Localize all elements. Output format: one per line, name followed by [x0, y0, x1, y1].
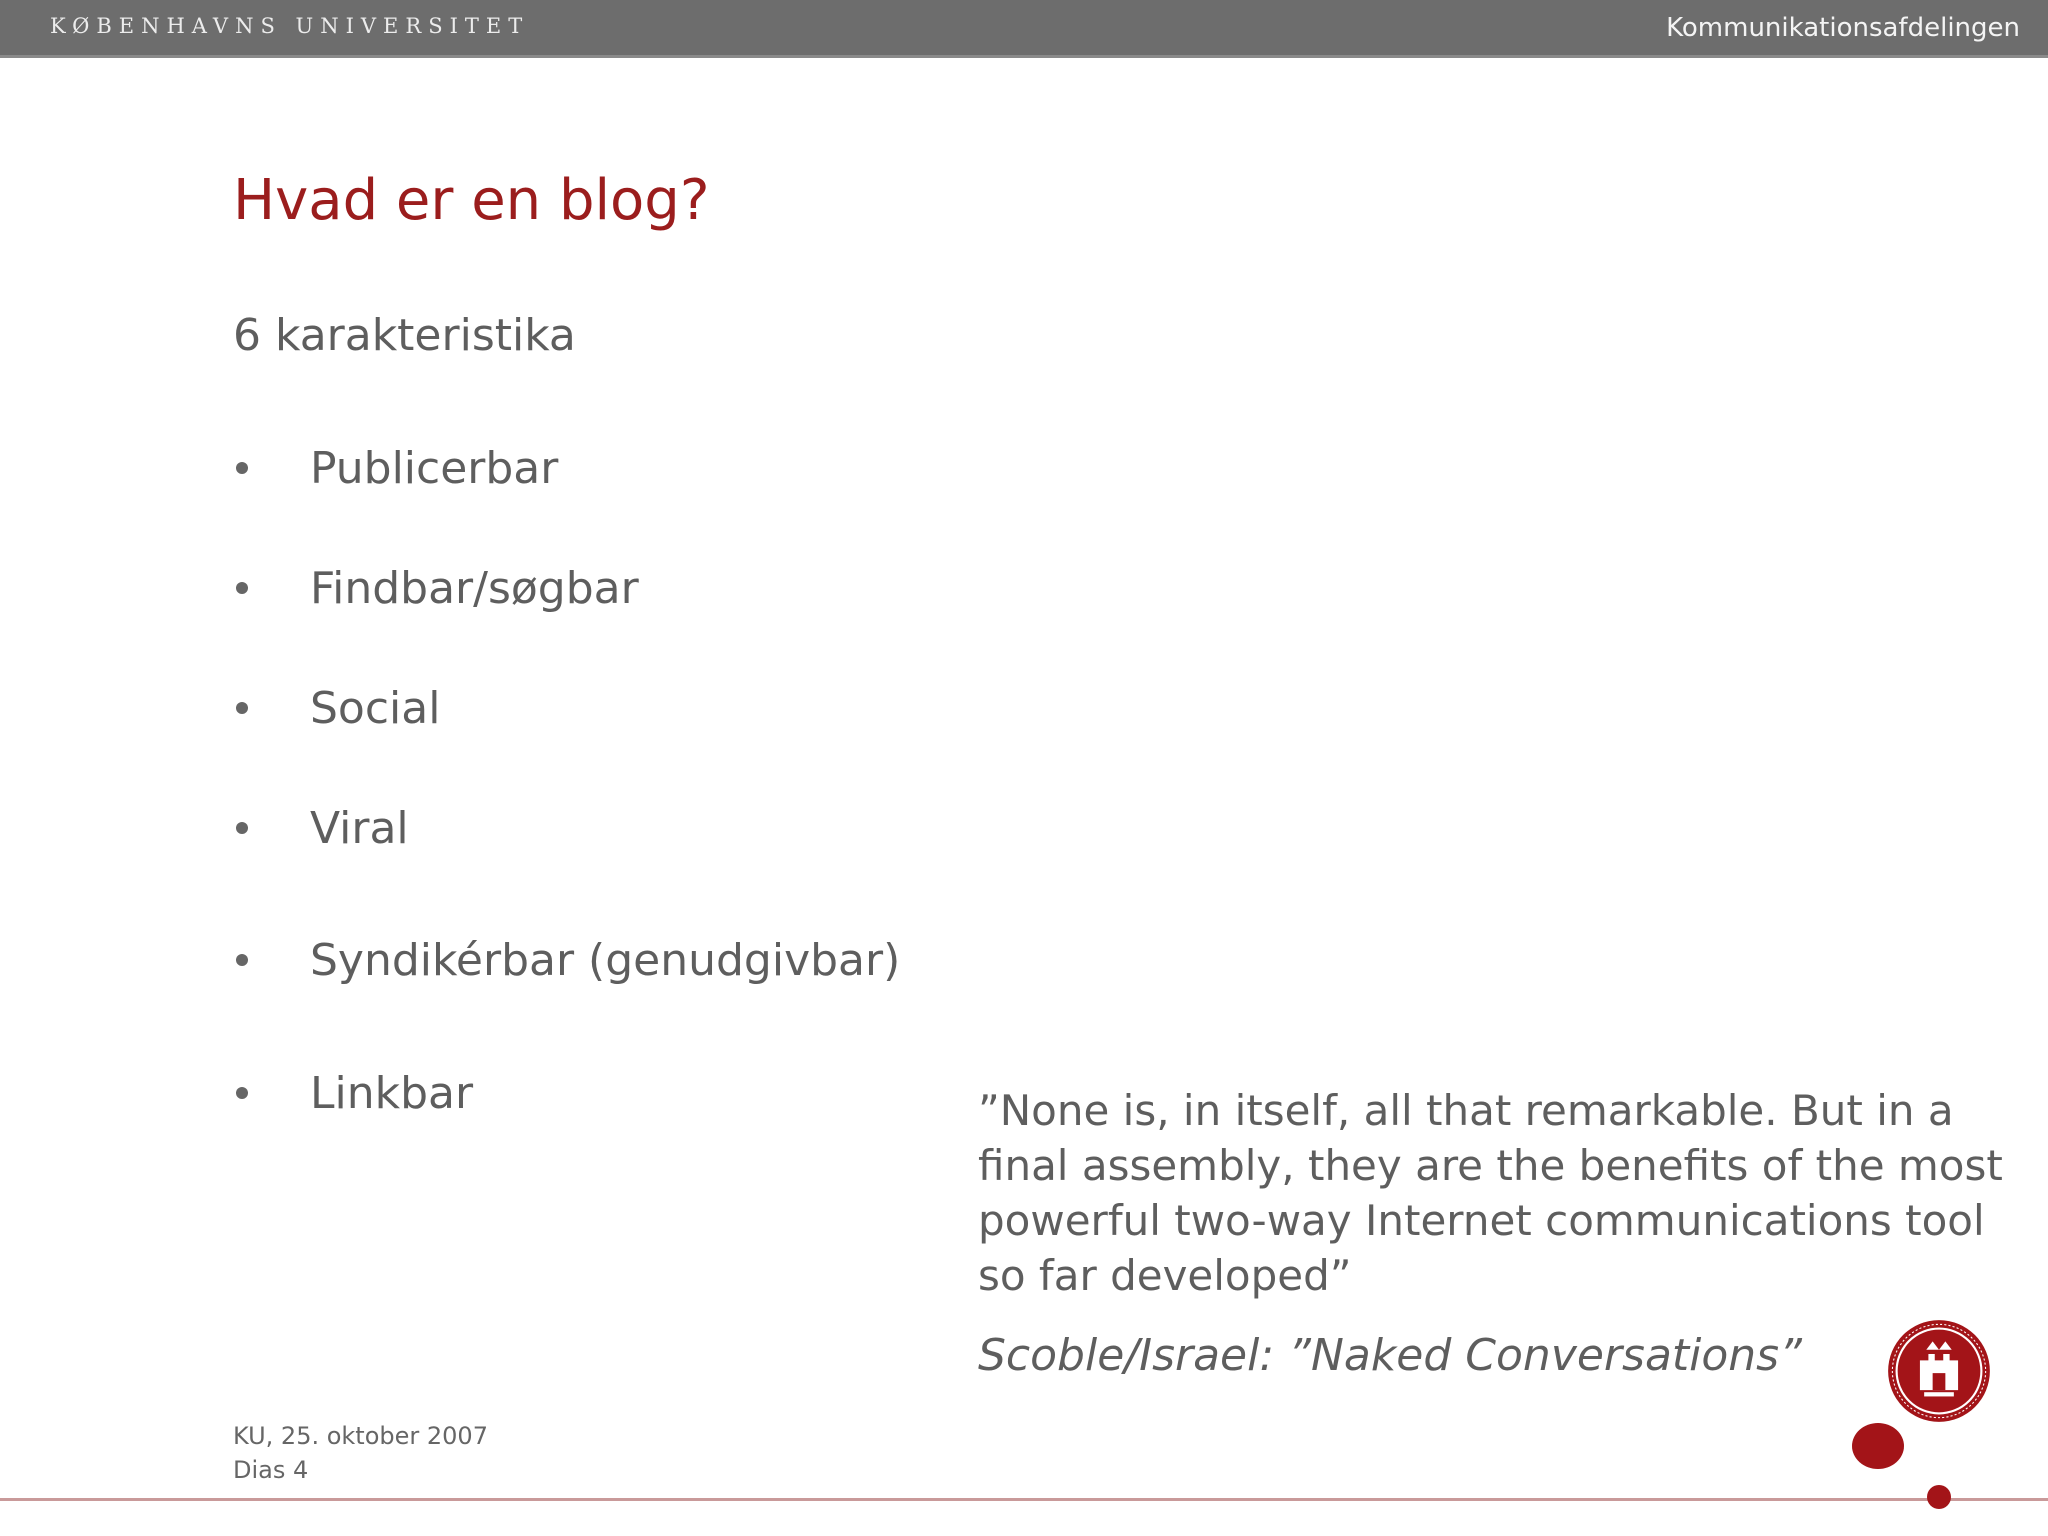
- list-item: [233, 930, 900, 990]
- bullet-dot-icon: [236, 954, 248, 966]
- footer-divider: [0, 1498, 2048, 1501]
- list-item: [233, 438, 558, 498]
- bullet-dot-icon: [236, 582, 248, 594]
- bullet-text: Findbar/søgbar: [310, 562, 639, 614]
- slide-number: Dias 4: [233, 1456, 309, 1484]
- bullet-text: Publicerbar: [310, 442, 559, 494]
- bullet-text: Syndikérbar (genudgivbar): [310, 934, 901, 986]
- list-item: [233, 558, 639, 618]
- decorative-drop-small: [1927, 1485, 1951, 1509]
- quote-source: Scoble/Israel: ”Naked Conversations”: [978, 1330, 1802, 1381]
- list-item: [233, 678, 440, 738]
- bullet-dot-icon: [236, 462, 248, 474]
- bullet-text: Social: [310, 682, 441, 734]
- decorative-drop-large: [1852, 1423, 1904, 1469]
- university-seal-icon: [1886, 1318, 1992, 1424]
- bullet-dot-icon: [236, 702, 248, 714]
- list-item: [233, 798, 409, 858]
- slide-subtitle: 6 karakteristika: [233, 310, 576, 361]
- slide-title: Hvad er en blog?: [233, 168, 710, 233]
- list-item: [233, 1063, 473, 1123]
- bullet-text: Linkbar: [310, 1067, 474, 1119]
- quote-text: ”None is, in itself, all that remarkable. But in a final assembly, they are the benefits of the most powerful two-way Internet communications tool so far developed”: [978, 1086, 2003, 1300]
- department-name: Kommunikationsafdelingen: [1666, 13, 2020, 43]
- university-name: KØBENHAVNS UNIVERSITET: [50, 14, 530, 38]
- bullet-dot-icon: [236, 822, 248, 834]
- bullet-dot-icon: [236, 1087, 248, 1099]
- bullet-list: [233, 0, 1133, 1200]
- footer-date: KU, 25. oktober 2007: [233, 1422, 488, 1450]
- bullet-text: Viral: [310, 802, 409, 854]
